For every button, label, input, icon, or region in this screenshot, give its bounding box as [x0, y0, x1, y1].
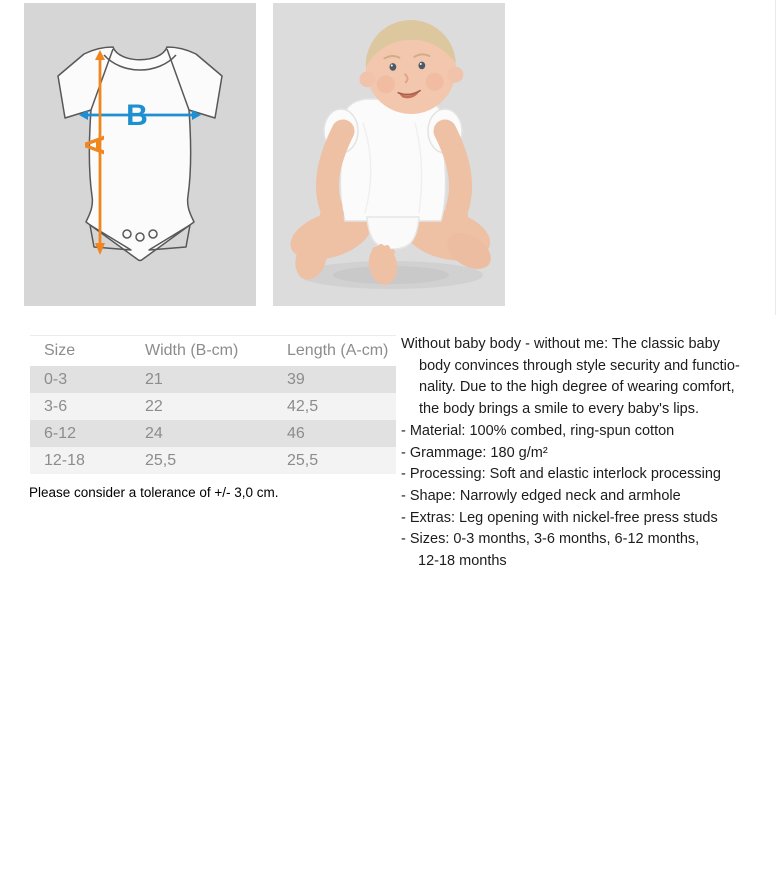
- width-label: B: [126, 99, 148, 132]
- baby-illustration: [284, 17, 497, 287]
- size-table-header-row: [30, 336, 396, 366]
- tolerance-note: Please consider a tolerance of +/- 3,0 cm.: [29, 485, 279, 500]
- description-line: - Shape: Narrowly edged neck and armhole: [401, 487, 681, 504]
- table-row: [30, 393, 396, 420]
- size-column-header: Size: [44, 342, 76, 359]
- size-cell: 3-6: [44, 397, 68, 415]
- size-cell: 6-12: [44, 424, 77, 442]
- description-line: - Sizes: 0-3 months, 3-6 months, 6-12 months,: [401, 531, 700, 548]
- description-line: - Extras: Leg opening with nickel-free press studs: [401, 509, 718, 526]
- description-line: - Material: 100% combed, ring-spun cotton: [401, 422, 675, 439]
- description-line: Without baby body - without me: The classic baby: [401, 336, 720, 352]
- table-row: [30, 420, 396, 447]
- product-description: [401, 334, 773, 573]
- length-column-header: Length (A-cm): [287, 342, 389, 359]
- description-line: nality. Due to the high degree of wearing comfort,: [419, 379, 735, 396]
- baby-photo-panel: [273, 3, 505, 306]
- width-cell: 21: [145, 370, 163, 388]
- description-line: body convinces through style security and functio-: [419, 357, 740, 374]
- size-cell: 0-3: [44, 370, 68, 388]
- description-line: 12-18 months: [418, 553, 507, 570]
- length-cell: 46: [287, 424, 305, 442]
- width-cell: 22: [145, 397, 163, 415]
- description-line: - Processing: Soft and elastic interlock processing: [401, 466, 721, 483]
- size-cell: 12-18: [44, 451, 85, 469]
- baby-photo-image: [273, 3, 505, 306]
- size-chart-table: [30, 335, 396, 474]
- table-row: [30, 366, 396, 393]
- description-line: - Grammage: 180 g/m²: [401, 444, 548, 461]
- length-cell: 39: [287, 370, 305, 388]
- bodysuit-diagram-image: [24, 3, 256, 306]
- width-column-header: Width (B-cm): [145, 342, 239, 359]
- description-line: the body brings a smile to every baby's lips.: [419, 401, 700, 418]
- length-cell: 25,5: [287, 451, 319, 469]
- length-cell: 42,5: [287, 397, 319, 415]
- container-right-border: [775, 0, 776, 315]
- table-row: [30, 447, 396, 474]
- width-cell: 25,5: [145, 451, 177, 469]
- width-cell: 24: [145, 424, 163, 442]
- length-label: A: [79, 134, 110, 156]
- size-diagram-panel: [24, 3, 256, 306]
